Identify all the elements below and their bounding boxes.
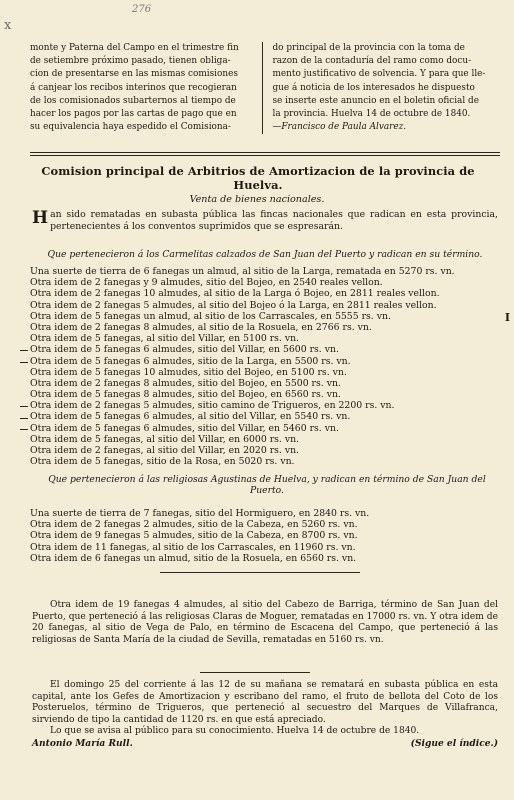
column-line: la provincia. Huelva 14 de octubre de 1840. xyxy=(272,109,471,120)
list-item: Otra idem de 2 fanegas 2 almudes, sitio de la Cabeza, en 5260 rs. vn. xyxy=(30,519,358,531)
continuation-note: (Sigue el índice.) xyxy=(410,737,498,749)
section1-heading: Que pertenecieron á los Carmelitas calzados de San Juan del Puerto y radican en su término. xyxy=(47,249,483,260)
section3-text: Otra idem de 19 fanegas 4 almudes, al sitio del Cabezo de Barriga, término de San Juan del Puerto, que perteneció á las religiosas Claras de Moguer, rematadas en 17000 rs. vn. Y otra idem de 20 fanegas, al sitio de Vega de Palo, en término de Escacena del Campo, que perteneció á las religiosas de Santa María de la ciudad de Sevilla, rematadas en 5160 rs. vn. xyxy=(32,600,498,645)
list-item: Otra idem de 5 fanegas 8 almudes, sitio del Bojeo, en 6560 rs. vn. xyxy=(30,389,341,401)
page-subtitle: Venta de bienes nacionales. xyxy=(189,194,325,205)
top-right-column xyxy=(263,42,501,134)
section2-heading: Que pertenecieron á las religiosas Agustinas de Huelva, y radican en término de San Juan del Puerto. xyxy=(48,474,486,497)
top-signature: —Francisco de Paula Alvarez. xyxy=(272,122,407,133)
list-item: Otra idem de 5 fanegas 6 almudes, sitio de la Larga, en 5500 rs. vn. xyxy=(30,355,351,367)
closing-block xyxy=(32,680,498,750)
column-line: de los comisionados subarternos al tiempo de xyxy=(30,95,236,106)
column-line: cion de presentarse en las mismas comisiones xyxy=(30,69,238,80)
column-line: gue á noticia de los interesados he dispuesto xyxy=(272,82,475,93)
closing-signature-line xyxy=(32,738,498,750)
column-line: mento justificativo de solvencia. Y para que lle- xyxy=(272,69,486,80)
closing-signature: Antonio María Rull. xyxy=(32,737,133,749)
margin-mark: x xyxy=(4,18,12,33)
margin-tick xyxy=(20,418,28,419)
margin-tick xyxy=(20,362,28,363)
list-item: Otra idem de 5 fanegas 6 almudes, sitio del Villar, en 5460 rs. vn. xyxy=(30,422,339,434)
intro-paragraph xyxy=(32,209,498,232)
page-title: Comision principal de Arbitrios de Amortizacion de la provincia de Huelva. xyxy=(41,164,475,192)
list-item: Una suerte de tierra de 7 fanegas, sitio del Hormiguero, en 2840 rs. vn. xyxy=(30,508,370,519)
margin-tick xyxy=(20,429,28,430)
list-item: Otra idem de 5 fanegas, sitio de la Rosa, en 5020 rs. vn. xyxy=(30,456,295,468)
list-item: Otra idem de 2 fanegas 5 almudes, al sitio del Bojeo ó la Larga, en 2811 reales vellon. xyxy=(30,299,437,311)
list-item: Otra idem de 2 fanegas, al sitio del Villar, en 2020 rs. vn. xyxy=(30,445,300,456)
column-line: hacer los pagos por las cartas de pago que en xyxy=(30,109,237,120)
list-item: Otra idem de 5 fanegas 6 almudes, sitio del Villar, en 5600 rs. vn. xyxy=(30,344,339,356)
list-item: Otra idem de 5 fanegas un almud, al sitio de los Carrascales, en 5555 rs. vn. xyxy=(30,310,391,322)
margin-tick xyxy=(20,350,28,351)
top-left-column xyxy=(30,42,263,134)
closing-line: Lo que se avisa al público para su conocimiento. Huelva 14 de octubre de 1840. xyxy=(50,726,420,737)
short-divider-2 xyxy=(200,672,310,673)
list-item: Otra idem de 11 fanegas, al sitio de los Carrascales, en 11960 rs. vn. xyxy=(30,541,356,553)
margin-tick xyxy=(20,406,28,407)
column-line: se inserte este anuncio en el boletin oficial de xyxy=(272,95,479,106)
section1-list xyxy=(30,266,500,467)
column-line: do principal de la provincia con la toma de xyxy=(272,43,465,53)
list-item: Otra idem de 5 fanegas 6 almudes, al sitio del Villar, en 5540 rs. vn. xyxy=(30,411,351,423)
list-item: Otra idem de 5 fanegas, al sitio del Villar, en 5100 rs. vn. xyxy=(30,333,300,345)
section3-paragraph xyxy=(32,600,498,646)
column-line: su equivalencia haya espedido el Comisiona- xyxy=(30,122,231,133)
intro-text: an sido rematadas en subasta pública las fincas nacionales que radican en esta provincia, pertenecientes á los conventos suprimidos que se espresarán. xyxy=(50,209,498,232)
list-item: Otra idem de 9 fanegas 5 almudes, sitio de la Cabeza, en 8700 rs. vn. xyxy=(30,530,358,542)
short-divider xyxy=(160,572,360,573)
column-line: razon de la contaduría del ramo como docu- xyxy=(272,56,472,67)
list-item: Otra idem de 2 fanegas 8 almudes, al sitio de la Rosuela, en 2766 rs. vn. xyxy=(30,321,372,333)
page-number: 276 xyxy=(132,4,152,15)
section-divider-double xyxy=(30,155,500,156)
column-line: á canjear los recibos interinos que recogieran xyxy=(30,82,237,93)
closing-paragraph: El domingo 25 del corriente á las 12 de su mañana se rematará en subasta pública en esta capital, ante los Gefes de Amortizacion y escribano del ramo, el fruto de bellota del Coto de los Posteruelos, término de Trigueros, que perteneció al secuestro del Marques de Villafranca, sirviendo de tipo la cantidad de 1120 rs. en que está apreciado. xyxy=(32,680,498,725)
list-item: Otra idem de 2 fanegas 5 almudes, sitio camino de Trigueros, en 2200 rs. vn. xyxy=(30,400,395,412)
list-item: Otra idem de 2 fanegas 10 almudes, al sitio de la Larga ó Bojeo, en 2811 reales vellon. xyxy=(30,288,440,300)
list-item: Otra idem de 5 fanegas, al sitio del Villar, en 6000 rs. vn. xyxy=(30,433,300,445)
section2-list xyxy=(30,508,500,564)
list-item: Otra idem de 2 fanegas y 9 almudes, sitio del Bojeo, en 2540 reales vellon. xyxy=(30,277,383,289)
list-item: Otra idem de 2 fanegas 8 almudes, sitio del Bojeo, en 5500 rs. vn. xyxy=(30,377,341,389)
list-item: Otra idem de 5 fanegas 10 almudes, sitio del Bojeo, en 5100 rs. vn. xyxy=(30,366,347,378)
section-divider xyxy=(30,152,500,153)
column-line: monte y Paterna del Campo en el trimestre fin xyxy=(30,43,239,53)
bracket-mark: I xyxy=(504,311,510,324)
top-columns xyxy=(30,42,500,134)
column-line: de setiembre próximo pasado, tienen obliga- xyxy=(30,56,231,67)
list-item: Otra idem de 6 fanegas un almud, sitio de la Rosuela, en 6560 rs. vn. xyxy=(30,552,357,564)
drop-cap: H xyxy=(32,208,49,228)
list-item: Una suerte de tierra de 6 fanegas un almud, al sitio de la Larga, rematada en 5270 rs. vn. xyxy=(30,266,455,277)
